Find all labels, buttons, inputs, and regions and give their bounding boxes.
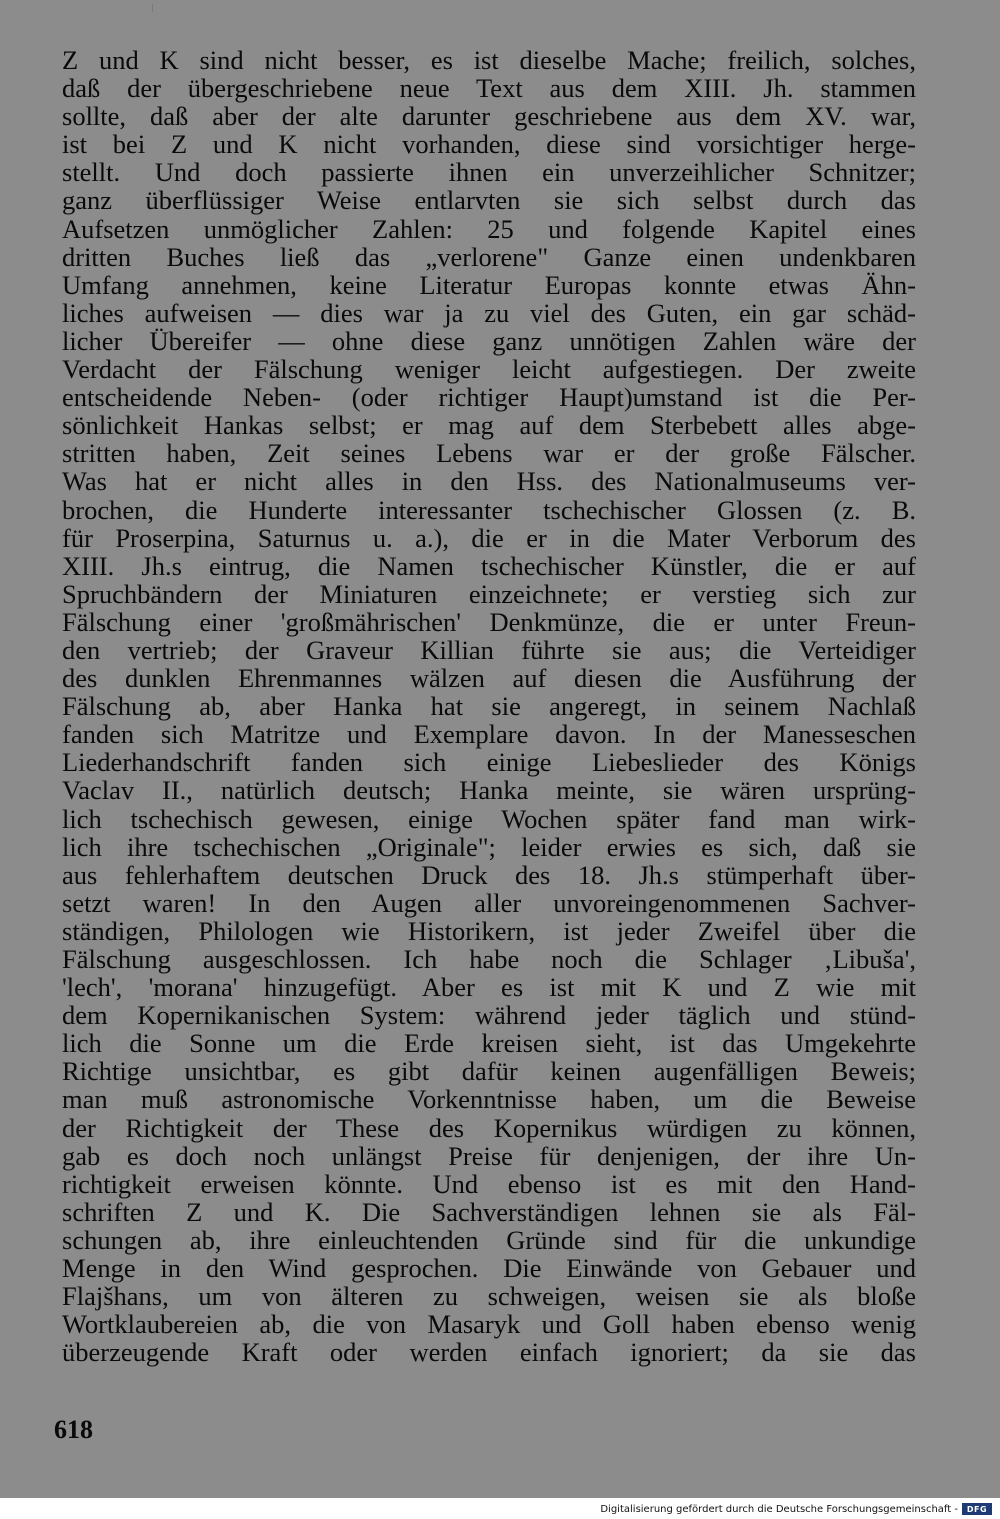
text-line: Umfang annehmen, keine Literatur Europas konnte etwas Ähn- <box>62 269 916 300</box>
text-line: Aufsetzen unmöglicher Zahlen: 25 und folgende Kapitel eines <box>62 213 916 244</box>
text-line: Fälschung einer 'großmährischen' Denkmünze, die er unter Freun- <box>62 606 916 637</box>
scan-artifact <box>152 4 153 12</box>
text-line: des dunklen Ehrenmannes wälzen auf diesen die Ausführung der <box>62 663 916 694</box>
text-line: stellt. Und doch passierte ihnen ein unverzeihlicher Schnitzer; <box>62 157 916 188</box>
funding-credit: Digitalisierung gefördert durch die Deutsche Forschungsgemeinschaft - <box>600 1503 958 1515</box>
text-line: daß der übergeschriebene neue Text aus dem XIII. Jh. stammen <box>62 73 916 104</box>
text-line: ist bei Z und K nicht vorhanden, diese sind vorsichtiger herge- <box>62 129 916 160</box>
text-line: brochen, die Hunderte interessanter tschechischer Glossen (z. B. <box>62 494 916 525</box>
text-line: Liederhandschrift fanden sich einige Liebeslieder des Königs <box>62 747 916 778</box>
text-line: der Richtigkeit der These des Kopernikus würdigen zu können, <box>62 1112 916 1143</box>
digitization-footer <box>600 1502 992 1516</box>
text-line: Was hat er nicht alles in den Hss. des Nationalmuseums ver- <box>62 466 916 497</box>
text-line: Wortklaubereien ab, die von Masaryk und Goll haben ebenso wenig <box>62 1309 916 1340</box>
text-line: Fälschung ausgeschlossen. Ich habe noch die Schlager ‚Libuša', <box>62 944 916 974</box>
text-line: dem Kopernikanischen System: während jeder täglich und stünd- <box>62 1000 916 1031</box>
text-line: lich ihre tschechischen „Originale"; leider erwies es sich, daß sie <box>62 831 916 862</box>
text-line: Richtige unsichtbar, es gibt dafür keinen augenfälligen Beweis; <box>62 1056 916 1087</box>
text-line: Verdacht der Fälschung weniger leicht aufgestiegen. Der zweite <box>62 354 916 385</box>
text-line: entscheidende Neben- (oder richtiger Haupt)umstand ist die Per- <box>62 382 916 413</box>
text-line: Vaclav II., natürlich deutsch; Hanka meinte, sie wären ursprüng- <box>62 775 916 806</box>
page-number: 618 <box>54 1415 93 1444</box>
text-line: gab es doch noch unlängst Preise für denjenigen, der ihre Un- <box>62 1140 916 1171</box>
text-line: stritten haben, Zeit seines Lebens war er der große Fälscher. <box>62 438 916 469</box>
text-line: licher Übereifer — ohne diese ganz unnötigen Zahlen wäre der <box>62 325 916 356</box>
text-line: den vertrieb; der Graveur Killian führte sie aus; die Verteidiger <box>62 634 916 665</box>
text-line: lich tschechisch gewesen, einige Wochen später fand man wirk- <box>62 803 916 834</box>
text-line: ständigen, Philologen wie Historikern, ist jeder Zweifel über die <box>62 915 916 946</box>
text-line: schriften Z und K. Die Sachverständigen lehnen sie als Fäl- <box>62 1196 916 1227</box>
text-line: aus fehlerhaftem deutschen Druck des 18. Jh.s stümperhaft über- <box>62 859 916 890</box>
text-line: fanden sich Matritze und Exemplare davon. In der Manesseschen <box>62 719 916 750</box>
text-line: Z und K sind nicht besser, es ist dieselbe Mache; freilich, solches, <box>62 45 916 75</box>
text-line: 'lech', 'morana' hinzugefügt. Aber es ist mit K und Z wie mit <box>62 972 916 1003</box>
body-text <box>62 46 916 1366</box>
text-line: XIII. Jh.s eintrug, die Namen tschechischer Künstler, die er auf <box>62 550 916 581</box>
text-line: überzeugende Kraft oder werden einfach ignoriert; da sie das <box>62 1337 916 1368</box>
dfg-logo: DFG <box>962 1503 992 1515</box>
text-line: Flajšhans, um von älteren zu schweigen, weisen sie als bloße <box>62 1281 916 1312</box>
text-line: für Proserpina, Saturnus u. a.), die er in die Mater Verborum des <box>62 522 916 553</box>
text-line: liches aufweisen — dies war ja zu viel des Guten, ein gar schäd- <box>62 297 916 328</box>
text-line: ganz überflüssiger Weise entlarvten sie sich selbst durch das <box>62 185 916 216</box>
text-line: lich die Sonne um die Erde kreisen sieht, ist das Umgekehrte <box>62 1028 916 1059</box>
text-line: dritten Buches ließ das „verlorene" Ganze einen undenkbaren <box>62 241 916 272</box>
text-line: Spruchbändern der Miniaturen einzeichnete; er verstieg sich zur <box>62 578 916 609</box>
text-line: schungen ab, ihre einleuchtenden Gründe sind für die unkundige <box>62 1224 916 1255</box>
text-line: richtigkeit erweisen könnte. Und ebenso ist es mit den Hand- <box>62 1168 916 1199</box>
text-line: man muß astronomische Vorkenntnisse haben, um die Beweise <box>62 1084 916 1115</box>
text-line: Fälschung ab, aber Hanka hat sie angeregt, in seinem Nachlaß <box>62 691 916 722</box>
text-line: Menge in den Wind gesprochen. Die Einwände von Gebauer und <box>62 1253 916 1284</box>
text-line: sönlichkeit Hankas selbst; er mag auf dem Sterbebett alles abge- <box>62 410 916 441</box>
text-line: sollte, daß aber der alte darunter geschriebene aus dem XV. war, <box>62 101 916 132</box>
text-line: setzt waren! In den Augen aller unvoreingenommenen Sachver- <box>62 887 916 918</box>
